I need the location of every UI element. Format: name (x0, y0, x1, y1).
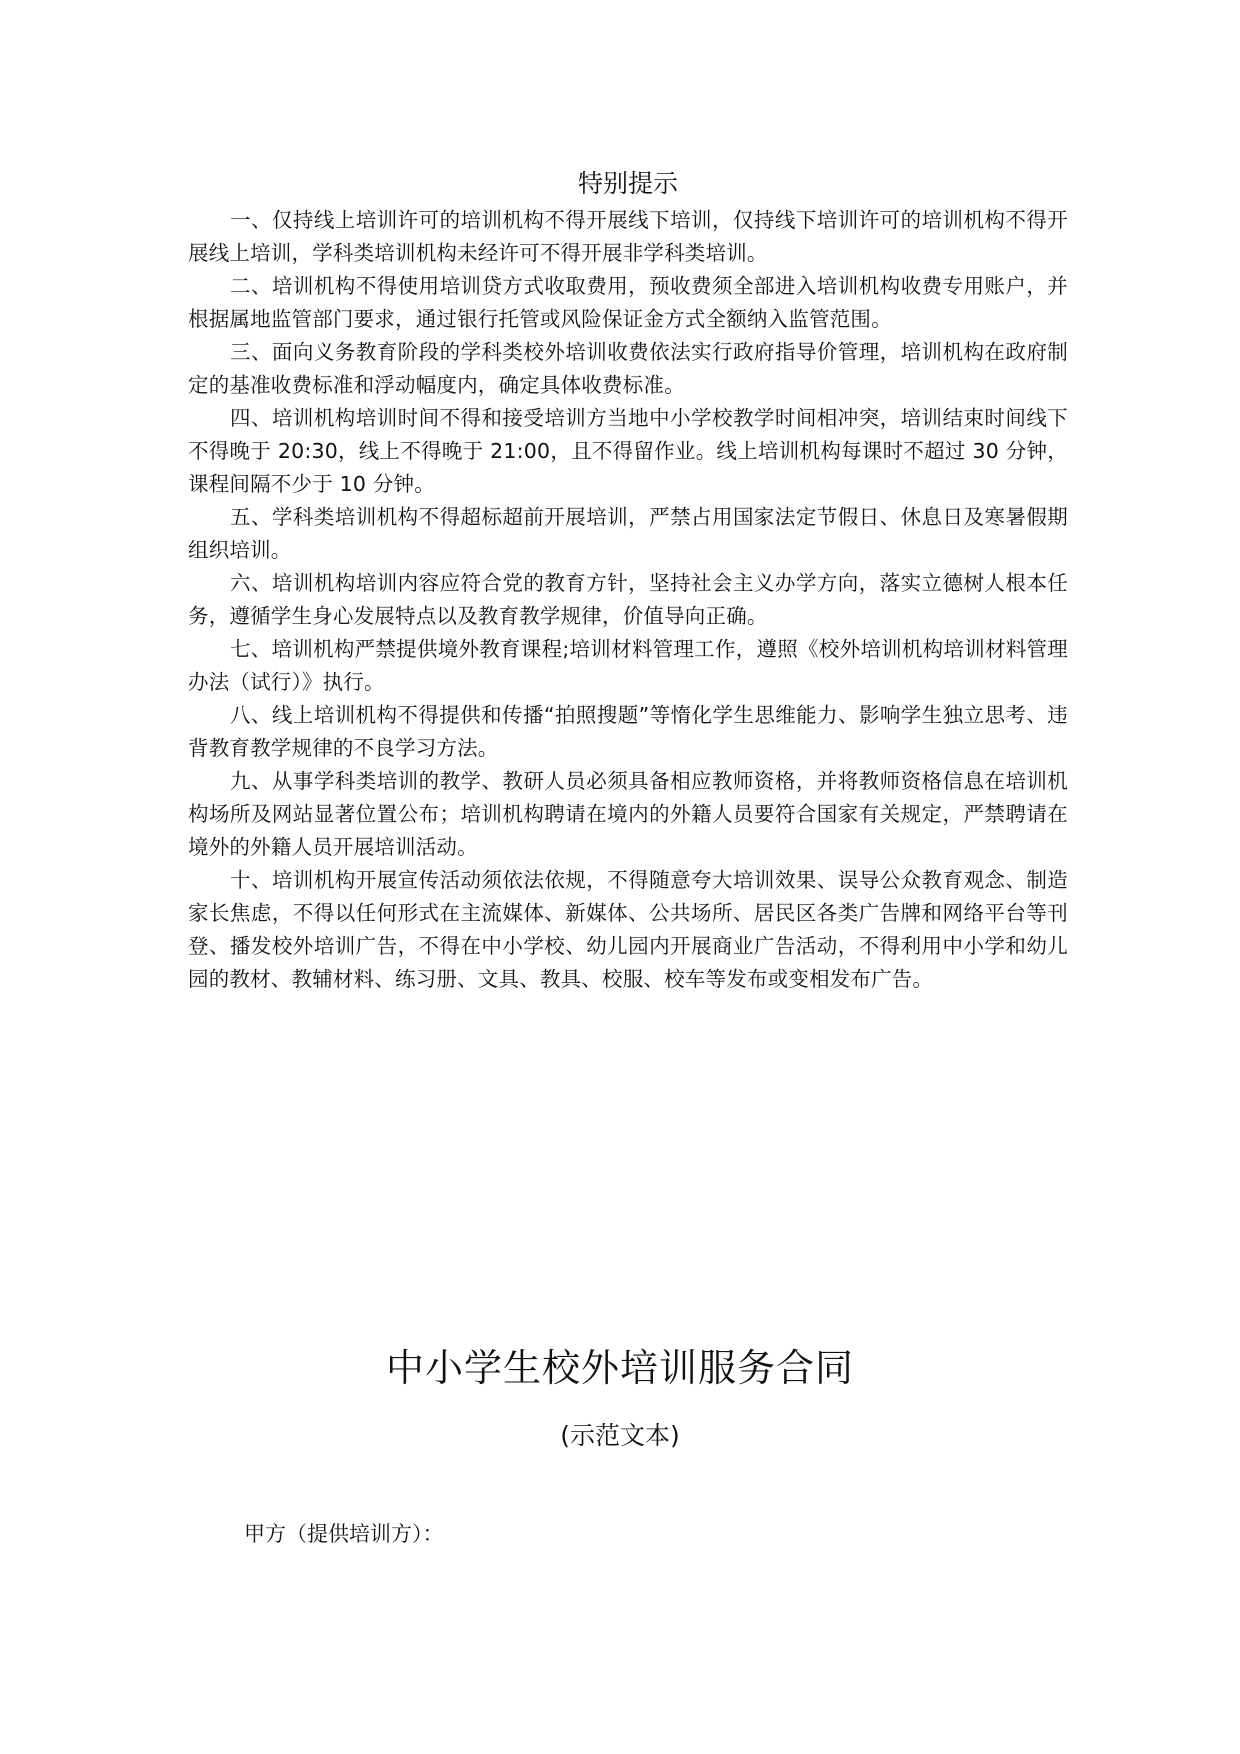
notice-item-8: 八、线上培训机构不得提供和传播“拍照搜题”等惰化学生思维能力、影响学生独立思考、违背教育教学规律的不良学习方法。 (188, 703, 1068, 760)
notice-title: 特别提示 (577, 169, 678, 198)
contract-title: 中小学生校外培训服务合同 (385, 1346, 854, 1390)
notice-item-6: 六、培训机构培训内容应符合党的教育方针，坚持社会主义办学方向，落实立德树人根本任务，遵循学生身心发展特点以及教育教学规律，价值导向正确。 (188, 571, 1068, 628)
notice-item-7: 七、培训机构严禁提供境外教育课程;培训材料管理工作，遵照《校外培训机构培训材料管理办法（试行）》执行。 (188, 637, 1068, 694)
notice-item-5: 五、学科类培训机构不得超标超前开展培训，严禁占用国家法定节假日、休息日及寒暑假期组织培训。 (188, 505, 1068, 562)
notice-item-2: 二、培训机构不得使用培训贷方式收取费用，预收费须全部进入培训机构收费专用账户，并根据属地监管部门要求，通过银行托管或风险保证金方式全额纳入监管范围。 (188, 274, 1068, 331)
notice-item-1: 一、仅持线上培训许可的培训机构不得开展线下培训，仅持线下培训许可的培训机构不得开展线上培训，学科类培训机构未经许可不得开展非学科类培训。 (188, 208, 1068, 265)
party-a-label: 甲方（提供培训方）： (244, 1522, 444, 1546)
special-notice-section (188, 166, 1068, 996)
notice-item-3: 三、面向义务教育阶段的学科类校外培训收费依法实行政府指导价管理，培训机构在政府制定的基准收费标准和浮动幅度内，确定具体收费标准。 (188, 340, 1068, 397)
notice-item-10: 十、培训机构开展宣传活动须依法依规，不得随意夸大培训效果、误导公众教育观念、制造家长焦虑，不得以任何形式在主流媒体、新媒体、公共场所、居民区各类广告牌和网络平台等刊登、播发校外培训广告，不得在中小学校、幼儿园内开展商业广告活动，不得利用中小学和幼儿园的教材、教辅材料、练习册、文具、教具、校服、校车等发布或变相发布广告。 (188, 868, 1068, 991)
notice-item-4: 四、培训机构培训时间不得和接受培训方当地中小学校教学时间相冲突，培训结束时间线下不得晚于 20:30，线上不得晚于 21:00，且不得留作业。线上培训机构每课时不超过 30 分钟，课程间隔不少于 10 分钟。 (188, 406, 1068, 496)
notice-item-9: 九、从事学科类培训的教学、教研人员必须具备相应教师资格，并将教师资格信息在培训机构场所及网站显著位置公布；培训机构聘请在境内的外籍人员要符合国家有关规定，严禁聘请在境外的外籍人员开展培训活动。 (188, 769, 1068, 859)
contract-subtitle: (示范文本) (560, 1421, 680, 1450)
